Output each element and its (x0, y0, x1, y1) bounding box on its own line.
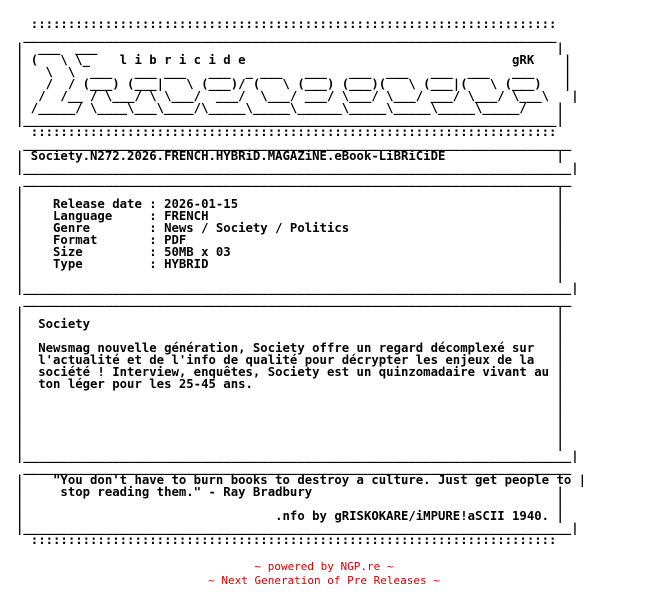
powered-by-link[interactable]: ~ powered by NGP.re ~ (254, 560, 394, 573)
logo-banner-line: | ___ ___ | (16, 41, 564, 55)
box-spacer: | | (16, 437, 564, 451)
credit-line: | .nfo by gRISKOKARE/iMPURE!aSCII 1940. | (16, 509, 564, 523)
box-spacer: | | (16, 329, 564, 343)
description-line: | Newsmag nouvelle génération, Society offre un regard décomplexé sur | (16, 341, 564, 355)
info-row-genre: | Genre : News / Society / Politics | (16, 221, 564, 235)
logo-banner-line: | /_____/ \____\___\____/\_____\_____\______\_____\_____\_____\_____/ | (16, 101, 564, 115)
logo-banner-line: |________________________________________________________________________| (16, 113, 564, 127)
box-spacer: | | (16, 185, 564, 199)
box-border: |__________________________________________________________________________| (16, 281, 579, 295)
logo-banner-line: | / / (___) (___| \ (___)/ ( \ (___) (___)( \ (___|( \ (___) | (16, 77, 572, 91)
logo-banner-line: ________________________________________________________________________ (16, 29, 557, 43)
logo-banner-line: | / /__ / \___/ \ \___/ ___/ \___/ ___/ \___/ \___/ ___/ \___/ \___\ | (16, 89, 579, 103)
box-spacer: | | (16, 401, 564, 415)
description-title: | Society | (16, 317, 564, 331)
info-row-format: | Format : PDF | (16, 233, 564, 247)
logo-banner-line: | ( \ \_ l i b r i c i d e gRK | (16, 53, 572, 67)
box-spacer: | | (16, 305, 564, 319)
box-border: __________________________________________________________________________ (16, 293, 572, 307)
nfo-text (16, 18, 586, 546)
box-border: __________________________________________________________________________ (16, 461, 572, 475)
description-line: | ton léger pour les 25-45 ans. | (16, 377, 564, 391)
box-border: |__________________________________________________________________________| (16, 161, 579, 175)
box-spacer: | | (16, 269, 564, 283)
logo-banner-line: ::::::::::::::::::::::::::::::::::::::::::::::::::::::::::::::::::::::: (16, 125, 557, 139)
box-spacer: | | (16, 425, 564, 439)
info-row-size: | Size : 50MB x 03 | (16, 245, 564, 259)
info-row-type: | Type : HYBRID | (16, 257, 564, 271)
info-row-language: | Language : FRENCH | (16, 209, 564, 223)
box-spacer: | | (16, 413, 564, 427)
quote-line: | stop reading them." - Ray Bradbury | (16, 485, 564, 499)
box-border: __________________________________________________________________________ (16, 137, 572, 151)
info-row-release-date: | Release date : 2026-01-15 | (16, 197, 564, 211)
quote-line: | "You don't have to burn books to destroy a culture. Just get people to | (16, 473, 587, 487)
logo-banner-line: ::::::::::::::::::::::::::::::::::::::::::::::::::::::::::::::::::::::: (16, 17, 557, 31)
release-name: | Society.N272.2026.FRENCH.HYBRiD.MAGAZiNE.eBook-LiBRiCiDE | (16, 149, 564, 163)
box-border: |__________________________________________________________________________| (16, 449, 579, 463)
box-spacer: | | (16, 497, 564, 511)
tagline-link[interactable]: ~ Next Generation of Pre Releases ~ (208, 574, 440, 587)
box-spacer: | | (16, 389, 564, 403)
box-border: |__________________________________________________________________________| (16, 521, 579, 535)
dot-border: ::::::::::::::::::::::::::::::::::::::::::::::::::::::::::::::::::::::: (16, 533, 557, 547)
description-line: | société ! Interview, enquêtes, Society est un quinzomadaire vivant au | (16, 365, 564, 379)
box-border: __________________________________________________________________________ (16, 173, 572, 187)
description-line: | l'actualité et de l'info de qualité pour décrypter les enjeux de la | (16, 353, 564, 367)
logo-banner-line: | \ \ ___ ___ ___ ___ _ ___ ___ ___ ___ ___ ___ ___ | (16, 65, 572, 79)
